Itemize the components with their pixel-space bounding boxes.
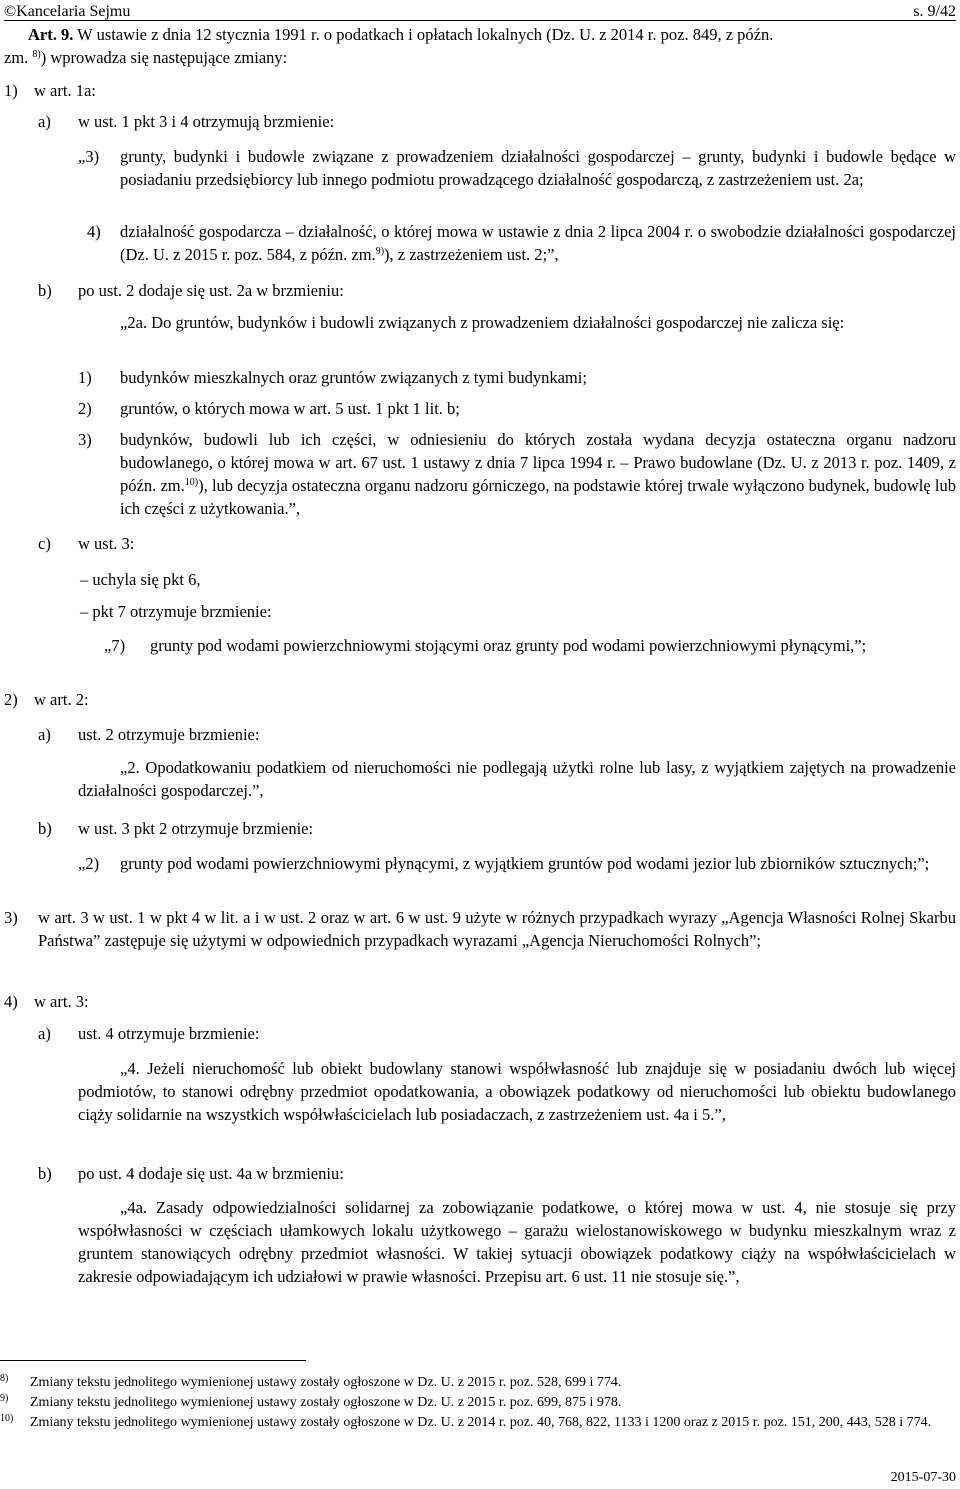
point-1 (4, 79, 956, 102)
subpoint-2b (38, 817, 938, 840)
subpoint-letter: a) (38, 725, 51, 744)
point-text: w art. 3 w ust. 1 w pkt 4 w lit. a i w ust. 2 oraz w art. 6 w ust. 9 użyte w różnych przypadkach wyrazy „Agencja Własności Rolnej Skarbu Państwa” zastępuje się użytymi w odpowiednich przypadkach wyrazami „Agencja Nieruchomości Rolnych”; (38, 908, 956, 950)
subpoint-1c (38, 532, 938, 555)
quoted-item-2 (78, 852, 956, 875)
point-4 (4, 990, 956, 1013)
header-rule (4, 20, 956, 21)
quoted-para-4a (78, 1196, 956, 1288)
point-number: 4) (4, 992, 18, 1011)
item-number: 1) (78, 368, 92, 387)
point-text: w art. 2: (34, 690, 89, 709)
footnote-ref-8: 8) (32, 49, 41, 60)
footnote-text: Zmiany tekstu jednolitego wymienionej ustawy zostały ogłoszone w Dz. U. z 2015 r. poz. 528, 699 i 774. (30, 1375, 622, 1390)
subpoint-text: ust. 4 otrzymuje brzmienie: (78, 1024, 260, 1043)
para-text: „4. Jeżeli nieruchomość lub obiekt budowlany stanowi współwłasność lub znajduje się w posiadaniu dwóch lub więcej podmiotów, to stanowi odrębny przedmiot opodatkowania, a obowiązek podatkowy od nieruchomości lub obiektu budowlanego ciąży solidarnie na wszystkich współwłaścicielach lub posiadaczach, z zastrzeżeniem ust. 4a i 5.”, (78, 1059, 956, 1124)
dash-item-2 (80, 600, 940, 623)
intro-text-end: ) wprowadza się następujące zmiany: (40, 48, 288, 67)
item-text: gruntów, o których mowa w art. 5 ust. 1 pkt 1 lit. b; (120, 399, 460, 418)
subpoint-text: po ust. 4 dodaje się ust. 4a w brzmieniu: (78, 1164, 344, 1183)
dash-text: – uchyla się pkt 6, (80, 570, 201, 589)
para-text: „4a. Zasady odpowiedzialności solidarnej za zobowiązanie podatkowe, o której mowa w ust. 4, nie stosuje się przy współwłasności w częściach ułamkowych lokalu użytkowego – garażu wielostanowiskowego w budynku mieszkalnym wraz z gruntem stanowiących odrębny przedmiot własności. W takiej sytuacji obowiązek podatkowy ciąży na współwłaścicielach w zakresie odpowiadającym ich udziałowi w prawie własności. Przepisu art. 6 ust. 11 nie stosuje się.”, (78, 1198, 956, 1286)
item-text: grunty, budynki i budowle związane z prowadzeniem działalności gospodarczej – grunty, budynki i budowle będące w posiadaniu przedsiębiorcy lub innego podmiotu prowadzącego działalność gospodarczą, z zastrzeżeniem ust. 2a; (120, 147, 956, 189)
footnote-ref-9: 9) (375, 246, 385, 257)
subpoint-letter: a) (38, 1024, 51, 1043)
quoted-item-3 (78, 145, 956, 191)
item-number: „2) (78, 854, 100, 873)
quoted-item-7 (104, 634, 956, 657)
subpoint-letter: b) (38, 1164, 52, 1183)
subpoint-text: po ust. 2 dodaje się ust. 2a w brzmieniu: (78, 281, 344, 300)
point-text: w art. 1a: (34, 81, 96, 100)
item-text: budynków mieszkalnych oraz gruntów związanych z tymi budynkami; (120, 368, 587, 387)
subpoint-letter: c) (38, 534, 51, 553)
footnote-text: Zmiany tekstu jednolitego wymienionej ustawy zostały ogłoszone w Dz. U. z 2015 r. poz. 699, 875 i 978. (30, 1395, 622, 1410)
subpoint-1b (38, 279, 938, 302)
subpoint-1a (38, 110, 938, 133)
subpoint-letter: b) (38, 819, 52, 838)
point-2 (4, 688, 956, 711)
footnote-number: 9) (0, 1393, 9, 1404)
page-header (4, 0, 956, 22)
point-number: 2) (4, 690, 18, 709)
item-number: 3) (78, 430, 92, 449)
document-date: 2015-07-30 (890, 1470, 956, 1485)
item-text-end: ), z zastrzeżeniem ust. 2;”, (384, 245, 559, 264)
subpoint-text: w ust. 3: (78, 534, 135, 553)
article-label: Art. 9. (28, 25, 74, 44)
subpoint-4a (38, 1022, 938, 1045)
subpoint-letter: b) (38, 281, 52, 300)
point-text: w art. 3: (34, 992, 89, 1011)
item-text: budynków, budowli lub ich części, w odniesieniu do których została wydana decyzja ostateczna organu nadzoru budowlanego, o której mowa w art. 67 ust. 1 ustawy z dnia 7 lipca 1994 r. – Prawo budowlane (Dz. U. z 2013 r. poz. 1409, z późn. zm. (120, 430, 956, 495)
page-number: s. 9/42 (913, 3, 956, 20)
publisher-label: ©Kancelaria Sejmu (4, 3, 131, 20)
dash-text: – pkt 7 otrzymuje brzmienie: (80, 602, 272, 621)
exclusion-item-1 (78, 366, 956, 389)
item-text: grunty pod wodami powierzchniowymi płynącymi, z wyjątkiem gruntów pod wodami jezior lub zbiorników sztucznych;”; (120, 854, 930, 873)
quoted-item-4 (78, 220, 956, 266)
exclusion-item-2 (78, 397, 956, 420)
footnote-text: Zmiany tekstu jednolitego wymienionej ustawy zostały ogłoszone w Dz. U. z 2014 r. poz. 40, 768, 822, 1133 i 1200 oraz z 2015 r. poz. 151, 200, 443, 528 i 774. (30, 1415, 932, 1430)
exclusion-item-3 (78, 428, 956, 520)
para-text: „2. Opodatkowaniu podatkiem od nieruchomości nie podlegają użytki rolne lub lasy, z wyjątkiem zajętych na prowadzenie działalności gospodarczej.”, (78, 758, 956, 800)
para-text: „2a. Do gruntów, budynków i budowli związanych z prowadzeniem działalności gospodarczej nie zalicza się: (120, 313, 845, 332)
point-number: 3) (4, 908, 18, 927)
subpoint-text: w ust. 3 pkt 2 otrzymuje brzmienie: (78, 819, 314, 838)
item-number: 2) (78, 399, 92, 418)
quoted-para-2a (78, 311, 956, 334)
article-intro (4, 23, 956, 69)
item-text-end: ), lub decyzja ostateczna organu nadzoru górniczego, na podstawie której trwale wyłączono budynek, budowlę lub ich części z użytkowania.”, (120, 476, 956, 518)
intro-text-cont: zm. (4, 48, 29, 67)
item-number: 4) (87, 222, 101, 241)
quoted-para-4 (78, 1057, 956, 1126)
item-text: grunty pod wodami powierzchniowymi stojącymi oraz grunty pod wodami powierzchniowymi płynącymi,”; (150, 636, 867, 655)
footnote-number: 10) (0, 1413, 14, 1424)
footnote-ref-10: 10) (184, 477, 199, 488)
item-text: działalność gospodarcza – działalność, o której mowa w ustawie z dnia 2 lipca 2004 r. o swobodzie działalności gospodarczej (Dz. U. z 2015 r. poz. 584, z późn. zm. (120, 222, 956, 264)
quoted-para-2 (78, 756, 956, 802)
item-number: „3) (78, 147, 100, 166)
subpoint-text: ust. 2 otrzymuje brzmienie: (78, 725, 260, 744)
subpoint-letter: a) (38, 112, 51, 131)
point-3 (4, 906, 956, 952)
dash-item-1 (80, 568, 940, 591)
footnote-number: 8) (0, 1373, 9, 1384)
subpoint-2a (38, 723, 938, 746)
subpoint-4b (38, 1162, 938, 1185)
footnote-rule (0, 1360, 306, 1361)
subpoint-text: w ust. 1 pkt 3 i 4 otrzymują brzmienie: (78, 112, 335, 131)
point-number: 1) (4, 81, 18, 100)
item-number: „7) (104, 636, 126, 655)
intro-text: W ustawie z dnia 12 stycznia 1991 r. o podatkach i opłatach lokalnych (Dz. U. z 2014 r. poz. 849, z późn. (73, 25, 774, 44)
